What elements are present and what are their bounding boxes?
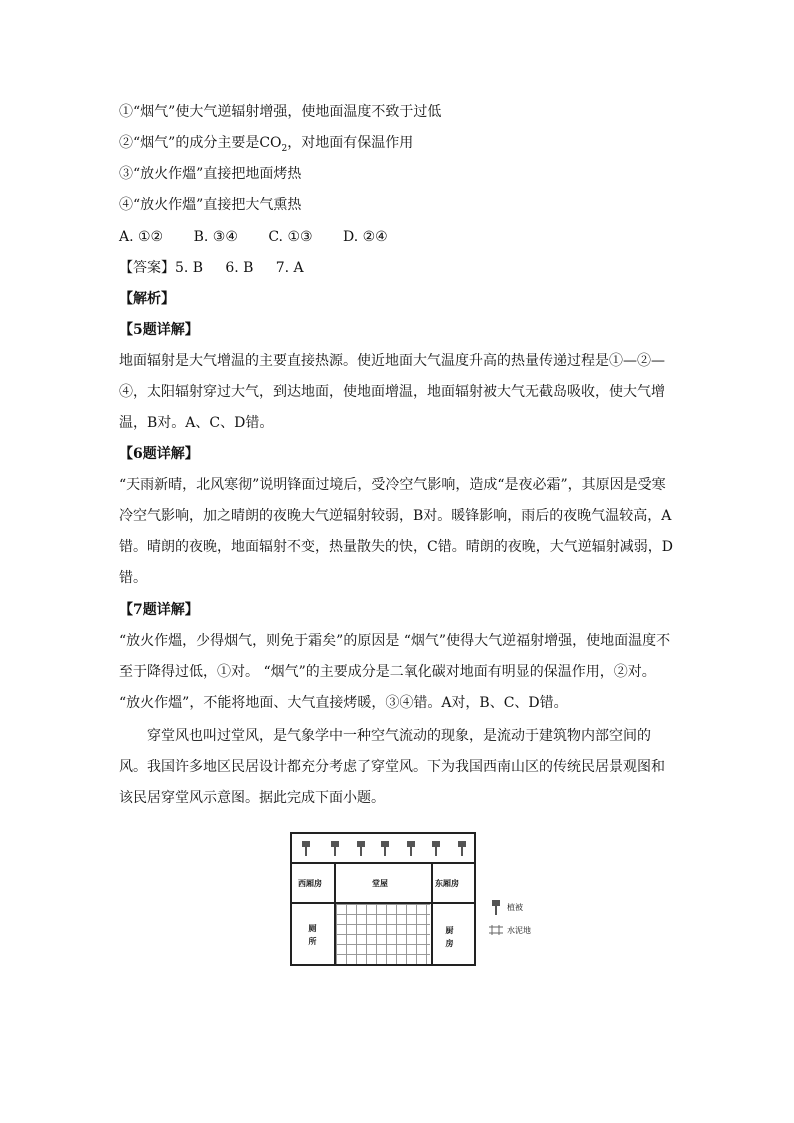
house-layout-diagram [290,832,476,966]
option-a: A. ①② [119,229,164,245]
divider-right [431,862,433,964]
option-b: B. ③④ [193,229,238,245]
concrete-courtyard [336,904,430,964]
main-hall-label: 堂屋 [372,879,388,888]
tree-icon [431,838,441,858]
q7-heading: 【7题详解】 [119,602,199,618]
option-d: D. ②④ [343,229,388,245]
tree-icon [380,838,390,858]
divider-top [292,862,474,864]
answer-line: 【答案】5. B 6. B 7. A [119,260,304,276]
q5-explanation: 地面辐射是大气增温的主要直接热源。使近地面大气温度升高的热量传递过程是①—②—④，太阳辐射穿过大气，到达地面，使地面增温，地面辐射被大气无截岛吸收，使大气增温，B对。A、C、D错。 [119,353,665,431]
grid-icon [489,925,503,935]
option-c: C. ①③ [268,229,313,245]
toilet-label [308,922,317,948]
tree-icon [356,838,366,858]
west-wing-label: 西厢房 [298,879,322,888]
options-row [119,227,679,247]
kitchen-label [445,924,454,950]
statement-4: ④“放火作熅”直接把大气熏热 [119,197,302,213]
toilet-label-char-2: 所 [308,937,317,946]
tree-icon [301,838,311,858]
kitchen-label-char-1: 厨 [445,926,454,935]
statement-3: ③“放火作熅”直接把地面烤热 [119,166,302,182]
toilet-label-char-1: 厕 [308,924,317,933]
legend-vegetation-label: 植被 [507,903,523,912]
statement-2: ②“烟气”的成分主要是$CO_2$，对地面有保温作用 [119,135,414,154]
analysis-heading: 【解析】 [119,291,175,307]
intro-paragraph: 穿堂风也叫过堂风，是气象学中一种空气流动的现象，是流动于建筑物内部空间的风。我国许多地区民居设计都充分考虑了穿堂风。下为我国西南山区的传统民居景观图和该民居穿堂风示意图。据此完成下面小题。 [119,728,665,806]
statement-1: ①“烟气”使大气逆辐射增强，使地面温度不致于过低 [119,104,442,120]
tree-icon [330,838,340,858]
q5-heading: 【5题详解】 [119,322,199,338]
q6-heading: 【6题详解】 [119,446,199,462]
tree-icon [406,838,416,858]
legend-concrete-label: 水泥地 [507,926,531,935]
q6-explanation: “天雨新晴，北风寒彻”说明锋面过境后，受冷空气影响，造成“是夜必霜”，其原因是受寒冷空气影响，加之晴朗的夜晚大气逆辐射较弱，B对。暖锋影响，雨后的夜晚气温较高，A错。晴朗的夜晚，地面辐射不变，热量散失的快，C错。晴朗的夜晚，大气逆辐射减弱，D错。 [119,477,673,586]
kitchen-label-char-2: 房 [445,939,454,948]
tree-icon [491,897,501,917]
east-wing-label: 东厢房 [435,879,459,888]
tree-icon [457,838,467,858]
q7-explanation: “放火作熅，少得烟气，则免于霜矣”的原因是 “烟气”使得大气逆福射增强，使地面温度不至于降得过低，①对。 “烟气”的主要成分是二氧化碳对地面有明显的保温作用，②对。 “放火作熅”，不能将地面、大气直接烤暖，③④错。A对，B、C、D错。 [119,633,671,711]
